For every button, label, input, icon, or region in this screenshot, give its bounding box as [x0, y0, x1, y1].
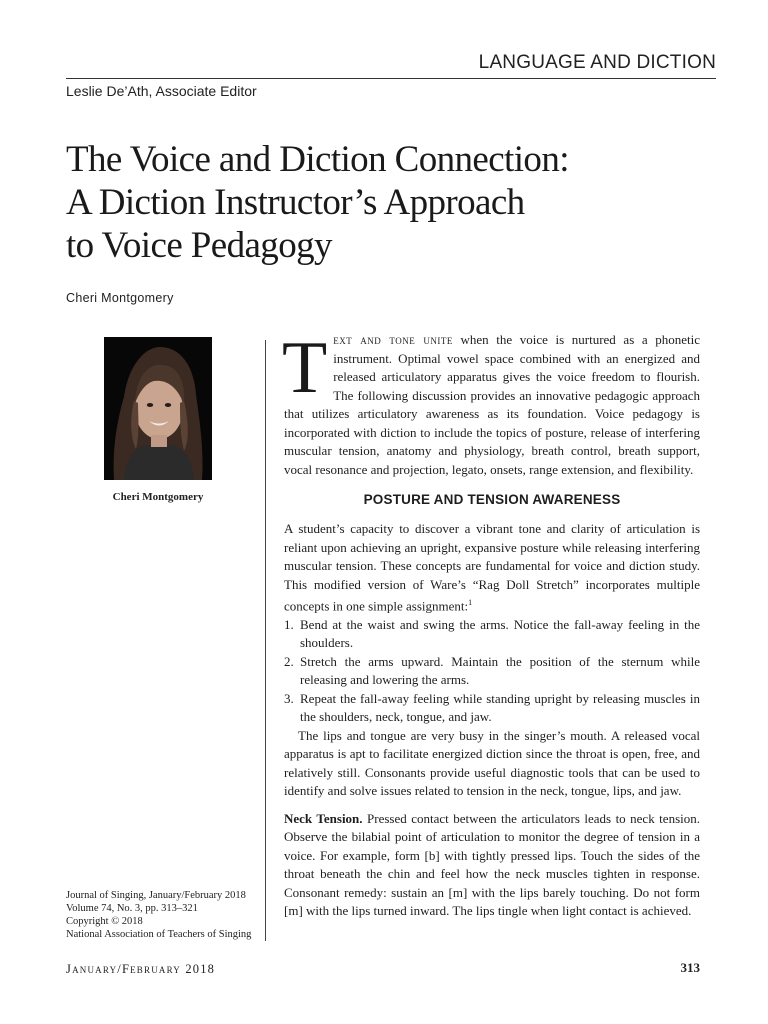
- journal-citation-line: Journal of Singing, January/February 2018: [66, 890, 246, 901]
- section-heading: POSTURE AND TENSION AWARENESS: [363, 492, 621, 507]
- neck-tension-label: Neck Tension.: [284, 810, 363, 826]
- journal-citation: [66, 889, 262, 941]
- photo-caption: Cheri Montgomery: [112, 491, 204, 503]
- page-number: 313: [680, 960, 700, 975]
- author-byline: Cheri Montgomery: [66, 291, 174, 305]
- posture-paragraph: [284, 520, 700, 616]
- step-number: 3.: [284, 690, 294, 706]
- article-title: [66, 138, 706, 267]
- list-item: [284, 690, 700, 727]
- step-number: 2.: [284, 653, 294, 669]
- list-item: [284, 653, 700, 690]
- list-item: [284, 616, 700, 653]
- posture-paragraph-text: A student’s capacity to discover a vibrant tone and clarity of articulation is reliant upon achieving an upright, expansive posture while releasing interfering muscular tension. These concepts are fundamental for voice and diction study. This modified version of Ware’s “Rag Doll Stretch” incorporates multiple concepts in one simple assignment:: [284, 521, 700, 614]
- title-line-1: The Voice and Diction Connection:: [66, 139, 569, 180]
- intro-text: when the voice is nurtured as a phonetic instrument. Optimal vowel space combined with an energized and released articulatory apparatus gives the voice freedom to flourish. The following discussion provides an innovative pedagogic approach that utilizes articulatory awareness as its foundation. Voice pedagogy is incorporated with diction to include the topics of posture, release of interfering muscular tension, anatomy and physiology, breath control, breath support, vocal resonance and projection, legato, onsets, range extension, and flexibility.: [284, 332, 700, 477]
- tension-diagnostics-paragraph: The lips and tongue are very busy in the singer’s mouth. A released vocal apparatus is apt to facilitate energized diction since the throat is open, free, and relatively still. Consonants provide useful diagnostic tools that can be used to identify and solve issues related to tension in the neck, tongue, lips, and jaw.: [284, 727, 700, 799]
- step-text: Bend at the waist and swing the arms. Notice the fall-away feeling in the shoulders.: [300, 616, 700, 651]
- column-divider: [265, 340, 266, 941]
- author-portrait-image: [104, 337, 212, 480]
- footnote-marker: 1: [468, 598, 473, 607]
- rag-doll-steps: [284, 616, 700, 727]
- title-line-3: to Voice Pedagogy: [66, 225, 332, 266]
- step-text: Repeat the fall-away feeling while standing upright by releasing muscles in the shoulders, neck, tongue, and jaw.: [300, 690, 700, 725]
- step-number: 1.: [284, 616, 294, 632]
- drop-cap: T: [282, 327, 328, 409]
- journal-citation-line: Copyright © 2018: [66, 916, 143, 927]
- footer-issue-date: January/February 2018: [66, 962, 216, 976]
- article-body: [282, 327, 700, 921]
- intro-lead-in: ext and tone unite: [333, 332, 453, 347]
- author-photo: [104, 337, 212, 480]
- associate-editor-line: Leslie De’Ath, Associate Editor: [66, 83, 257, 99]
- step-text: Stretch the arms upward. Maintain the position of the sternum while releasing and lowering the arms.: [300, 653, 700, 688]
- neck-tension-paragraph: [284, 810, 700, 921]
- journal-citation-line: National Association of Teachers of Singing: [66, 929, 252, 940]
- journal-citation-line: Volume 74, No. 3, pp. 313–321: [66, 903, 198, 914]
- intro-paragraph: [282, 327, 700, 479]
- section-header: LANGUAGE AND DICTION: [478, 52, 716, 73]
- title-line-2: A Diction Instructor’s Approach: [66, 182, 525, 223]
- neck-tension-text: Pressed contact between the articulators leads to neck tension. Observe the bilabial point of articulation to monitor the degree of tension in a voice. For example, form [b] with tightly pressed lips. Touch the sides of the throat beneath the chin and feel how the neck muscles tighten in response. Consonant remedy: sustain an [m] with the lips barely touching. Do not form [m] with the lips turned inward. The lips tingle when light contact is achieved.: [284, 810, 700, 919]
- header-rule: [66, 78, 716, 79]
